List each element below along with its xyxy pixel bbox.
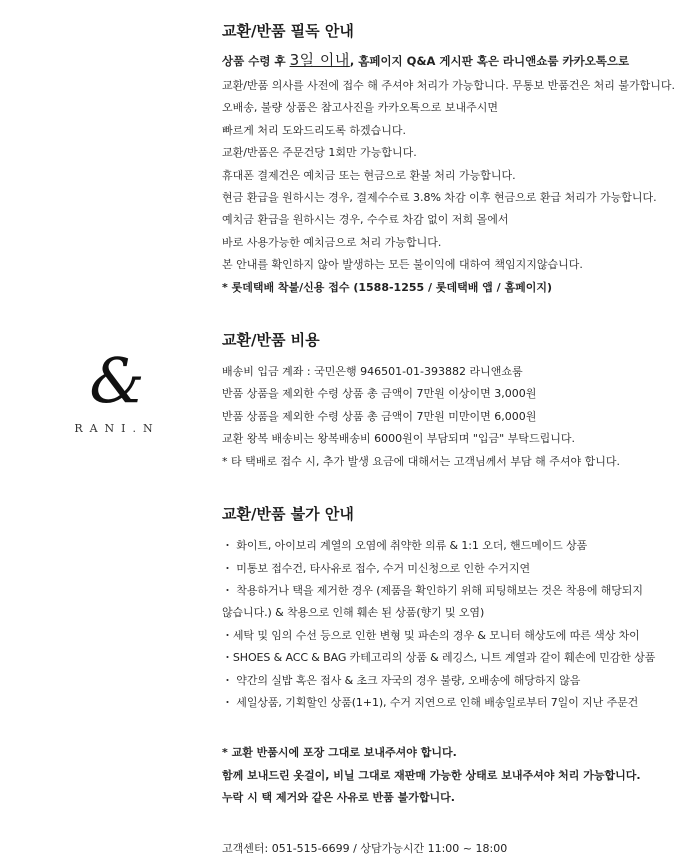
logo-wordmark: RANI.N (74, 422, 160, 435)
cost-line: 반품 상품을 제외한 수령 상품 총 금액이 7만원 미만이면 6,000원 (222, 409, 537, 423)
policy-line: 빠르게 처리 도와드리도록 하겠습니다. (222, 123, 407, 137)
packaging-notice (222, 742, 696, 809)
section-not-allowed (222, 501, 696, 714)
cost-line: 교환 왕복 배송비는 왕복배송비 6000원이 부담되며 "입금" 부탁드립니다. (222, 432, 575, 446)
section-must-read (222, 18, 696, 299)
lead-notice (222, 46, 696, 75)
cost-line: 배송비 입금 계좌 : 국민은행 946501-01-393882 라니앤쇼룸 (222, 365, 523, 379)
policy-line: 휴대폰 결제건은 예치금 또는 현금으로 환불 처리 가능합니다. (222, 168, 516, 182)
policy-line: 본 안내를 확인하지 않아 발생하는 모든 불이익에 대하여 책임지지않습니다. (222, 258, 583, 272)
list-item: ・ 세일상품, 기획할인 상품(1+1), 수거 지연으로 인해 배송일로부터 7일이 지난 주문건 (222, 695, 639, 709)
cost-line: * 타 택배로 접수 시, 추가 발생 요금에 대해서는 고객님께서 부담 해 주셔야 합니다. (222, 454, 620, 468)
cost-line: 반품 상품을 제외한 수령 상품 총 금액이 7만원 이상이면 3,000원 (222, 387, 537, 401)
section-cost (222, 327, 696, 473)
list-item: ・ 화이트, 아이보리 계열의 오염에 취약한 의류 & 1:1 오더, 핸드메이드 상품 (222, 539, 588, 553)
notice-line: 함께 보내드린 옷걸이, 비닐 그대로 재판매 가능한 상태로 보내주셔야 처리 가능합니다. (222, 768, 641, 782)
lead-suffix: , 홈페이지 Q&A 게시판 혹은 라니앤쇼룸 카카오톡으로 (349, 54, 630, 68)
policy-line: 예치금 환급을 원하시는 경우, 수수료 차감 없이 저희 몰에서 (222, 213, 509, 227)
list-item: ・SHOES & ACC & BAG 카테고리의 상품 & 레깅스, 니트 계열과 같이 훼손에 민감한 상품 (222, 651, 656, 665)
policy-line: 바로 사용가능한 예치금으로 처리 가능합니다. (222, 235, 442, 249)
policy-line: 오배송, 불량 상품은 참고사진을 카카오톡으로 보내주시면 (222, 101, 499, 115)
lead-prefix: 상품 수령 후 (222, 54, 290, 68)
customer-center-info: 고객센터: 051-515-6699 / 상담가능시간 11:00 ~ 18:00 (222, 841, 508, 855)
logo-ampersand-mark: & (89, 344, 145, 417)
policy-line: 교환/반품은 주문건당 1회만 가능합니다. (222, 146, 417, 160)
section-title-cost: 교환/반품 비용 (222, 331, 320, 350)
policy-line: 현금 환급을 원하시는 경우, 결제수수료 3.8% 차감 이후 현금으로 환급 처리가 가능합니다. (222, 191, 657, 205)
notice-line: * 교환 반품시에 포장 그대로 보내주셔야 합니다. (222, 746, 457, 760)
list-item: ・ 착용하거나 택을 제거한 경우 (제품을 확인하기 위해 피팅해보는 것은 착용에 해당되지 (222, 583, 643, 597)
policy-content (222, 18, 696, 860)
list-item: ・세탁 및 임의 수선 등으로 인한 변형 및 파손의 경우 & 모니터 해상도에 따른 색상 차이 (222, 628, 640, 642)
notice-line: 누락 시 택 제거와 같은 사유로 반품 불가합니다. (222, 791, 455, 805)
courier-note: * 롯데택배 착불/신용 접수 (1588-1255 / 롯데택배 앱 / 홈페이지) (222, 280, 553, 294)
list-item: 않습니다.) & 착용으로 인해 훼손 된 상품(향기 및 오염) (222, 606, 485, 620)
must-read-lines (222, 75, 696, 299)
brand-logo (62, 344, 172, 435)
list-item: ・ 미통보 접수건, 타사유로 접수, 수거 미신청으로 인한 수거지연 (222, 561, 531, 575)
section-title-not-allowed: 교환/반품 불가 안내 (222, 505, 354, 524)
section-title-must-read: 교환/반품 필독 안내 (222, 22, 354, 40)
policy-line: 교환/반품 의사를 사전에 접수 해 주셔야 처리가 가능합니다. 무통보 반품건은 처리 불가합니다. (222, 79, 675, 92)
list-item: ・ 약간의 실밥 혹은 접사 & 초크 자국의 경우 불량, 오배송에 해당하지 않음 (222, 673, 581, 687)
lead-highlight: 3일 이내 (289, 51, 350, 69)
